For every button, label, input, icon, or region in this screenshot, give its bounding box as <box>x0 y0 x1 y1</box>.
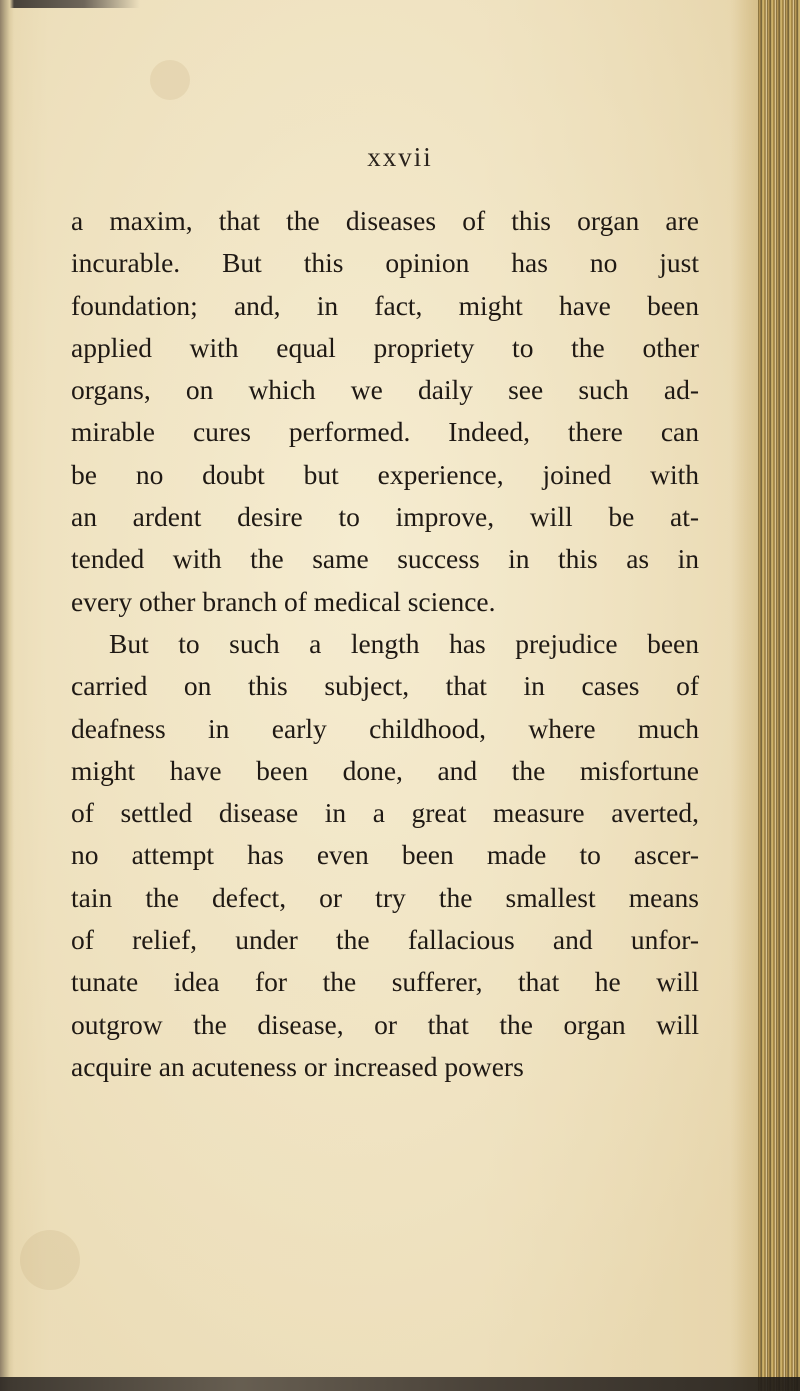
page-number: xxvii <box>367 142 433 172</box>
text-line: might have been done, and the misfortune <box>71 754 699 786</box>
binding-shadow <box>730 0 758 1391</box>
text-line: a maxim, that the diseases of this organ are <box>71 205 699 236</box>
text-line: an ardent desire to improve, will be at- <box>71 501 699 533</box>
text-line: deafness in early childhood, where much <box>71 712 699 744</box>
text-line: But to such a length has prejudice been <box>109 627 699 659</box>
text-line: foundation; and, in fact, might have been <box>71 289 699 321</box>
text-line: mirable cures performed. Indeed, there can <box>71 416 699 448</box>
text-line: applied with equal propriety to the other <box>71 331 699 363</box>
text-line: every other branch of medical science. <box>71 585 496 617</box>
text-line: be no doubt but experience, joined with <box>71 458 699 490</box>
body-text <box>71 200 699 1088</box>
text-line: no attempt has even been made to ascer- <box>71 839 699 871</box>
left-page-edge <box>0 0 14 1391</box>
bottom-page-edge <box>0 1377 800 1391</box>
text-line: tunate idea for the sufferer, that he will <box>71 966 699 998</box>
book-binding <box>758 0 800 1391</box>
text-line: organs, on which we daily see such ad- <box>71 374 699 406</box>
paper-stain <box>150 60 190 100</box>
text-line: of relief, under the fallacious and unfor- <box>71 924 699 956</box>
text-line: incurable. But this opinion has no just <box>71 247 699 279</box>
text-line: acquire an acuteness or increased powers <box>71 1050 524 1082</box>
text-line: carried on this subject, that in cases of <box>71 670 699 702</box>
text-line: outgrow the disease, or that the organ will <box>71 1008 699 1040</box>
text-line: of settled disease in a great measure averted, <box>71 797 699 829</box>
page-corner-shadow <box>0 0 140 8</box>
text-line: tain the defect, or try the smallest means <box>71 881 699 913</box>
text-line: tended with the same success in this as in <box>71 543 699 575</box>
paper-stain <box>20 1230 80 1290</box>
